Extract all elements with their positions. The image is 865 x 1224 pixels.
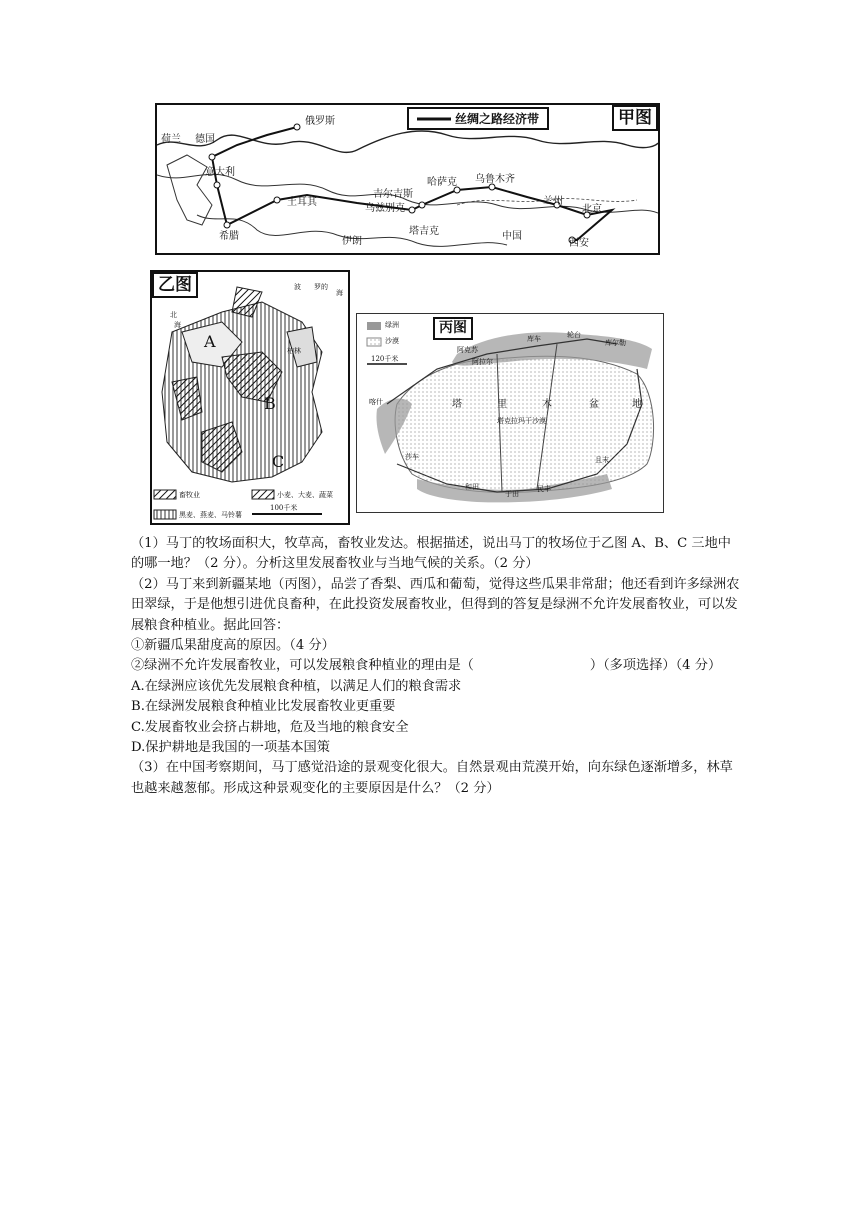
map-jia <box>155 103 660 255</box>
map-bing <box>356 313 664 513</box>
place-label: 希腊 <box>219 231 239 242</box>
option-d: D.保护耕地是我国的一项基本国策 <box>131 740 330 756</box>
question-2b-prefix: ②绿洲不允许发展畜牧业，可以发展粮食种植业的理由是（ <box>131 658 474 674</box>
place-label: 哈萨克 <box>427 177 457 188</box>
place-label: 里 <box>497 399 507 410</box>
question-text <box>131 534 741 799</box>
place-label: 民丰 <box>537 485 551 493</box>
question-2: （2）马丁来到新疆某地（丙图），品尝了香梨、西瓜和葡萄，觉得这些瓜果非常甜；他还看到许多绿洲农田翠绿，于是他想引进优良畜种，在此投资发展畜牧业，但得到的答复是绿洲不允许发展畜牧业，可以发展粮食种植业。据此回答： <box>131 576 740 633</box>
place-label: 意大利 <box>205 167 235 178</box>
place-label: 柏林 <box>287 347 301 355</box>
map-yi-drawing <box>152 272 348 523</box>
place-label: 乌鲁木齐 <box>475 174 515 185</box>
place-label: 北京 <box>582 204 602 215</box>
place-label: 伊朗 <box>342 236 362 247</box>
option-c: C.发展畜牧业会挤占耕地，危及当地的粮食安全 <box>131 719 409 735</box>
legend-label: 黑麦、燕麦、马铃薯 <box>179 511 242 519</box>
region-a: A <box>204 332 216 351</box>
place-label: 土耳其 <box>287 197 317 208</box>
place-label: 库尔勒 <box>605 339 626 347</box>
place-label: 西安 <box>569 238 589 249</box>
place-label: 俄罗斯 <box>305 116 335 127</box>
place-label: 盆 <box>589 399 599 410</box>
question-3: （3）在中国考察期间，马丁感觉沿途的景观变化很大。自然景观由荒漠开始，向东绿色逐渐增多，林草也越来越葱郁。形成这种景观变化的主要原因是什么？（2 分） <box>131 760 733 796</box>
scale-label: 120千米 <box>371 355 399 363</box>
place-label: 阿克苏 <box>457 346 478 354</box>
legend-label: 沙漠 <box>385 337 399 345</box>
route-line-icon <box>417 116 451 122</box>
place-label: 中国 <box>502 231 522 242</box>
place-label: 波 <box>294 283 301 291</box>
legend-label: 畜牧业 <box>179 491 200 499</box>
place-label: 荷兰 <box>161 134 181 145</box>
place-label: 北 <box>170 311 177 319</box>
legend-label: 丝绸之路经济带 <box>455 112 540 126</box>
place-label: 和田 <box>465 483 479 491</box>
place-label: 塔 <box>452 399 462 410</box>
question-2b <box>131 656 741 676</box>
place-label: 罗的 <box>314 283 328 291</box>
place-label: 且末 <box>595 456 609 464</box>
place-label: 海 <box>174 321 181 329</box>
region-c: C <box>272 452 285 471</box>
place-label: 木 <box>542 399 552 410</box>
place-label: 于田 <box>505 490 519 498</box>
place-label: 兰州 <box>543 196 563 207</box>
legend-label: 小麦、大麦、蔬菜 <box>277 491 333 499</box>
place-label: 喀什 <box>369 398 383 406</box>
question-2a: ①新疆瓜果甜度高的原因。（4 分） <box>131 638 335 654</box>
place-label: 吉尔吉斯 <box>373 189 413 200</box>
map-title: 乙图 <box>152 272 198 298</box>
region-b: B <box>264 394 276 413</box>
place-label: 莎车 <box>405 453 419 461</box>
map-legend <box>407 107 549 130</box>
option-a: A.在绿洲应该优先发展粮食种植，以满足人们的粮食需求 <box>131 678 462 694</box>
place-label: 地 <box>632 399 642 410</box>
place-label: 塔克拉玛干沙漠 <box>497 417 546 425</box>
map-yi <box>150 270 350 525</box>
place-label: 塔吉克 <box>409 226 439 237</box>
place-label: 库车 <box>527 335 541 343</box>
question-1: （1）马丁的牧场面积大，牧草高，畜牧业发达。根据描述，说出马丁的牧场位于乙图 A、B、C 三地中的哪一地？（2 分）。分析这里发展畜牧业与当地气候的关系。（2 分） <box>131 536 731 572</box>
map-title: 甲图 <box>612 105 658 131</box>
place-label: 阿拉尔 <box>472 358 493 366</box>
legend-label: 绿洲 <box>385 321 399 329</box>
option-b: B.在绿洲发展粮食种植业比发展畜牧业更重要 <box>131 699 396 715</box>
place-label: 轮台 <box>567 331 581 339</box>
place-label: 海 <box>336 289 343 297</box>
place-label: 乌兹别克 <box>365 203 405 214</box>
map-title: 丙图 <box>433 317 473 340</box>
scale-label: 100千米 <box>270 504 298 512</box>
place-label: 德国 <box>195 134 215 145</box>
question-2b-suffix: ）（多项选择）（4 分） <box>589 658 722 674</box>
